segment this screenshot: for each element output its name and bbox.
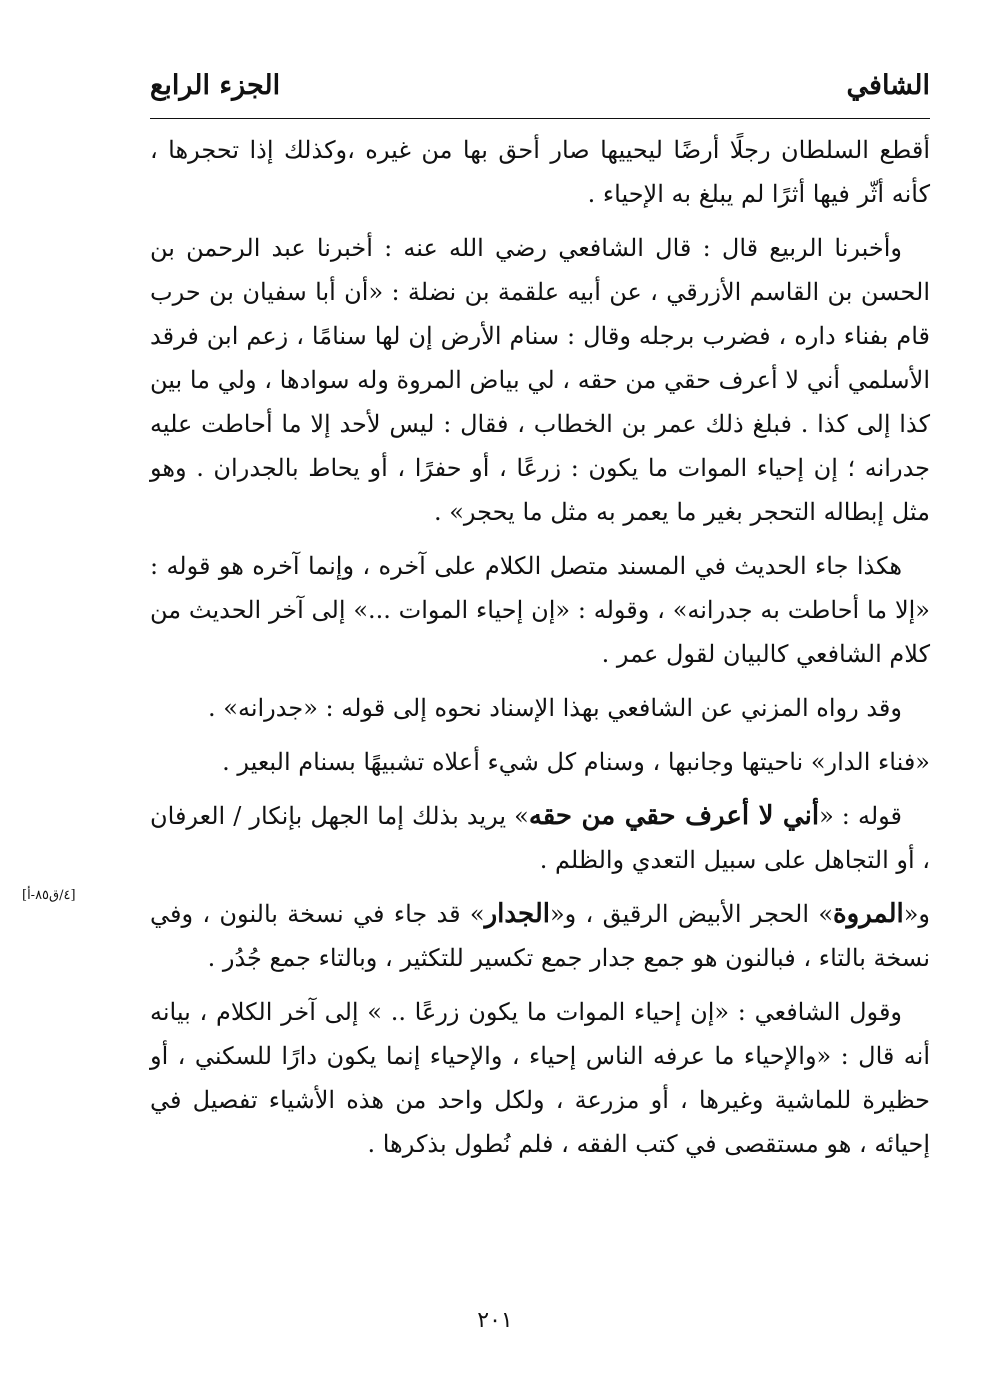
page-header [150,70,930,118]
manuscript-folio-note: [٤/ق٨٥-أ] [22,888,76,903]
paragraph-text: وقد رواه المزني عن الشافعي بهذا الإسناد نحوه إلى قوله : «جدرانه» . [208,694,902,722]
paragraph-text: » الحجر الأبيض الرقيق ، و« [549,900,834,928]
paragraph-text: «فناء الدار» ناحيتها وجانبها ، وسنام كل شيء أعلاه تشبيهًا بسنام البعير . [222,748,930,776]
paragraph-8 [150,990,930,1166]
bold-term: المروة [833,899,904,929]
paragraph-text: و« [903,900,930,928]
running-title-left: الجزء الرابع [150,70,281,101]
paragraph-text: هكذا جاء الحديث في المسند متصل الكلام على آخره ، وإنما آخره هو قوله : «إلا ما أحاطت به جدرانه» ، وقوله : «إن إحياء الموات ...» إلى آخر الحديث من كلام الشافعي كالبيان لقول عمر . [150,552,930,668]
paragraph-1 [150,128,930,216]
page-body [150,128,930,1176]
paragraph-text: » يريد بذلك إما الجهل بإنكار / العرفان ، أو التجاهل على سبيل التعدي والظلم . [150,802,930,874]
paragraph-7 [150,892,930,980]
paragraph-text: وقول الشافعي : «إن إحياء الموات ما يكون زرعًا .. » إلى آخر الكلام ، بيانه أنه قال : «والإحياء ما عرفه الناس إحياء ، والإحياء إنما يكون دارًا للسكني ، أو حظيرة للماشية وغيرها ، أو مزرعة ، ولكل واحد من هذه الأشياء تفصيل في إحيائه ، هو مستقصى في كتب الفقه ، فلم نُطول بذكرها . [150,998,930,1158]
bold-term: الجدار [484,899,550,929]
paragraph-4 [150,686,930,730]
running-title-right: الشافي [846,70,930,101]
paragraph-text: قوله : « [819,802,903,830]
paragraph-6 [150,794,930,882]
paragraph-2 [150,226,930,534]
page-number: ٢٠١ [477,1308,513,1333]
paragraph-5 [150,740,930,784]
header-rule [150,118,930,119]
paragraph-text: وأخبرنا الربيع قال : قال الشافعي رضي الله عنه : أخبرنا عبد الرحمن بن الحسن بن القاسم الأزرقي ، عن أبيه علقمة بن نضلة : «أن أبا سفيان بن حرب قام بفناء داره ، فضرب برجله وقال : سنام الأرض إن لها سنامًا ، زعم ابن فرقد الأسلمي أني لا أعرف حقي من حقه ، لي بياض المروة وله سوادها ، ولي ما بين كذا إلى كذا . فبلغ ذلك عمر بن الخطاب ، فقال : ليس لأحد إلا ما أحاطت عليه جدرانه ؛ إن إحياء الموات ما يكون : زرعًا ، أو حفرًا ، أو يحاط بالجدران . وهو مثل إبطاله التحجر بغير ما يعمر به مثل ما يحجر» . [150,234,931,526]
paragraph-text: » قد جاء في نسخة بالنون ، وفي نسخة بالتاء ، فبالنون هو جمع جدار جمع تكسير للتكثير ، وبالتاء جمع جُدُر . [150,900,930,972]
paragraph-3 [150,544,930,676]
bold-phrase: أني لا أعرف حقي من حقه [528,801,820,831]
paragraph-text: أقطع السلطان رجلًا أرضًا ليحييها صار أحق بها من غيره ،وكذلك إذا تحجرها ، كأنه أثّر فيها أثرًا لم يبلغ به الإحياء . [150,136,930,208]
